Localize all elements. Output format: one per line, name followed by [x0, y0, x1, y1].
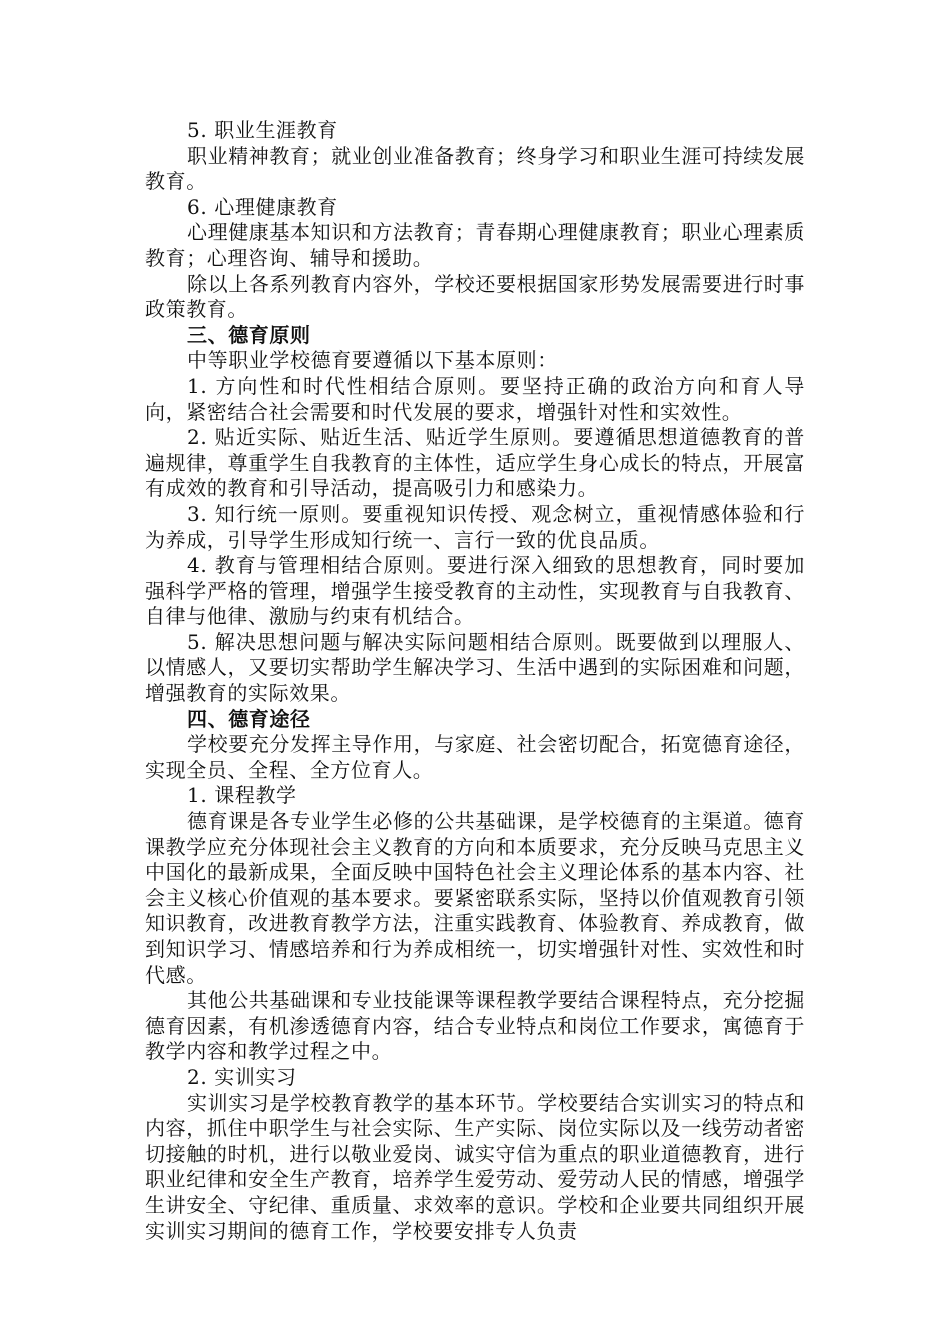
section-heading-approaches: 四、德育途径 [187, 706, 311, 731]
paragraph-principle-4: 4. 教育与管理相结合原则。要进行深入细致的思想教育，同时要加强科学严格的管理，增强学生接受教育的主动性，实现教育与自我教育、自律与他律、激励与约束有机结合。 [145, 553, 805, 629]
subheading-career-education: 5. 职业生涯教育 [187, 118, 338, 142]
paragraph-practical-training: 实训实习是学校教育教学的基本环节。学校要结合实训实习的特点和内容，抓住中职学生与社会实际、生产实际、岗位实际以及一线劳动者密切接触的时机，进行以敬业爱岗、诚实守信为重点的职业道德教育，进行职业纪律和安全生产教育，培养学生爱劳动、爱劳动人民的情感，增强学生讲安全、守纪律、重质量、求效率的意识。学校和企业要共同组织开展实训实习期间的德育工作，学校要安排专人负责 [145, 1090, 805, 1243]
paragraph-principle-1: 1. 方向性和时代性相结合原则。要坚持正确的政治方向和育人导向，紧密结合社会需要和时代发展的要求，增强针对性和实效性。 [145, 373, 805, 424]
subheading-mental-health-education: 6. 心理健康教育 [187, 194, 338, 219]
paragraph-course-teaching-other: 其他公共基础课和专业技能课等课程教学要结合课程特点，充分挖掘德育因素，有机渗透德育内容，结合专业特点和岗位工作要求，寓德育于教学内容和教学过程之中。 [145, 988, 805, 1064]
document-page [145, 118, 805, 1244]
subheading-course-teaching: 1. 课程教学 [187, 783, 297, 808]
paragraph-approaches-intro: 学校要充分发挥主导作用，与家庭、社会密切配合，拓宽德育途径，实现全员、全程、全方位育人。 [145, 732, 805, 782]
paragraph-principle-2: 2. 贴近实际、贴近生活、贴近学生原则。要遵循思想道德教育的普遍规律，尊重学生自我教育的主体性，适应学生身心成长的特点，开展富有成效的教育和引导活动，提高吸引力和感染力。 [145, 425, 805, 501]
paragraph-principle-3: 3. 知行统一原则。要重视知识传授、观念树立，重视情感体验和行为养成，引导学生形成知行统一、言行一致的优良品质。 [145, 501, 805, 552]
section-heading-principles: 三、德育原则 [187, 322, 311, 347]
subheading-practical-training: 2. 实训实习 [187, 1064, 297, 1089]
paragraph-principle-5: 5. 解决思想问题与解决实际问题相结合原则。既要做到以理服人、以情感人，又要切实帮助学生解决学习、生活中遇到的实际困难和问题，增强教育的实际效果。 [145, 629, 805, 706]
paragraph-course-teaching-main: 德育课是各专业学生必修的公共基础课，是学校德育的主渠道。德育课教学应充分体现社会主义教育的方向和本质要求，充分反映马克思主义中国化的最新成果，全面反映中国特色社会主义理论体系的基本内容、社会主义核心价值观的基本要求。要紧密联系实际，坚持以价值观教育引领知识教育，改进教育教学方法，注重实践教育、体验教育、养成教育，做到知识学习、情感培养和行为养成相统一，切实增强针对性、实效性和时代感。 [145, 809, 805, 987]
paragraph-career-education-content: 职业精神教育；就业创业准备教育；终身学习和职业生涯可持续发展教育。 [145, 143, 805, 194]
paragraph-principles-intro: 中等职业学校德育要遵循以下基本原则： [187, 348, 558, 373]
paragraph-current-affairs-education: 除以上各系列教育内容外，学校还要根据国家形势发展需要进行时事政策教育。 [145, 271, 805, 322]
paragraph-mental-health-content: 心理健康基本知识和方法教育；青春期心理健康教育；职业心理素质教育；心理咨询、辅导和援助。 [145, 220, 805, 270]
